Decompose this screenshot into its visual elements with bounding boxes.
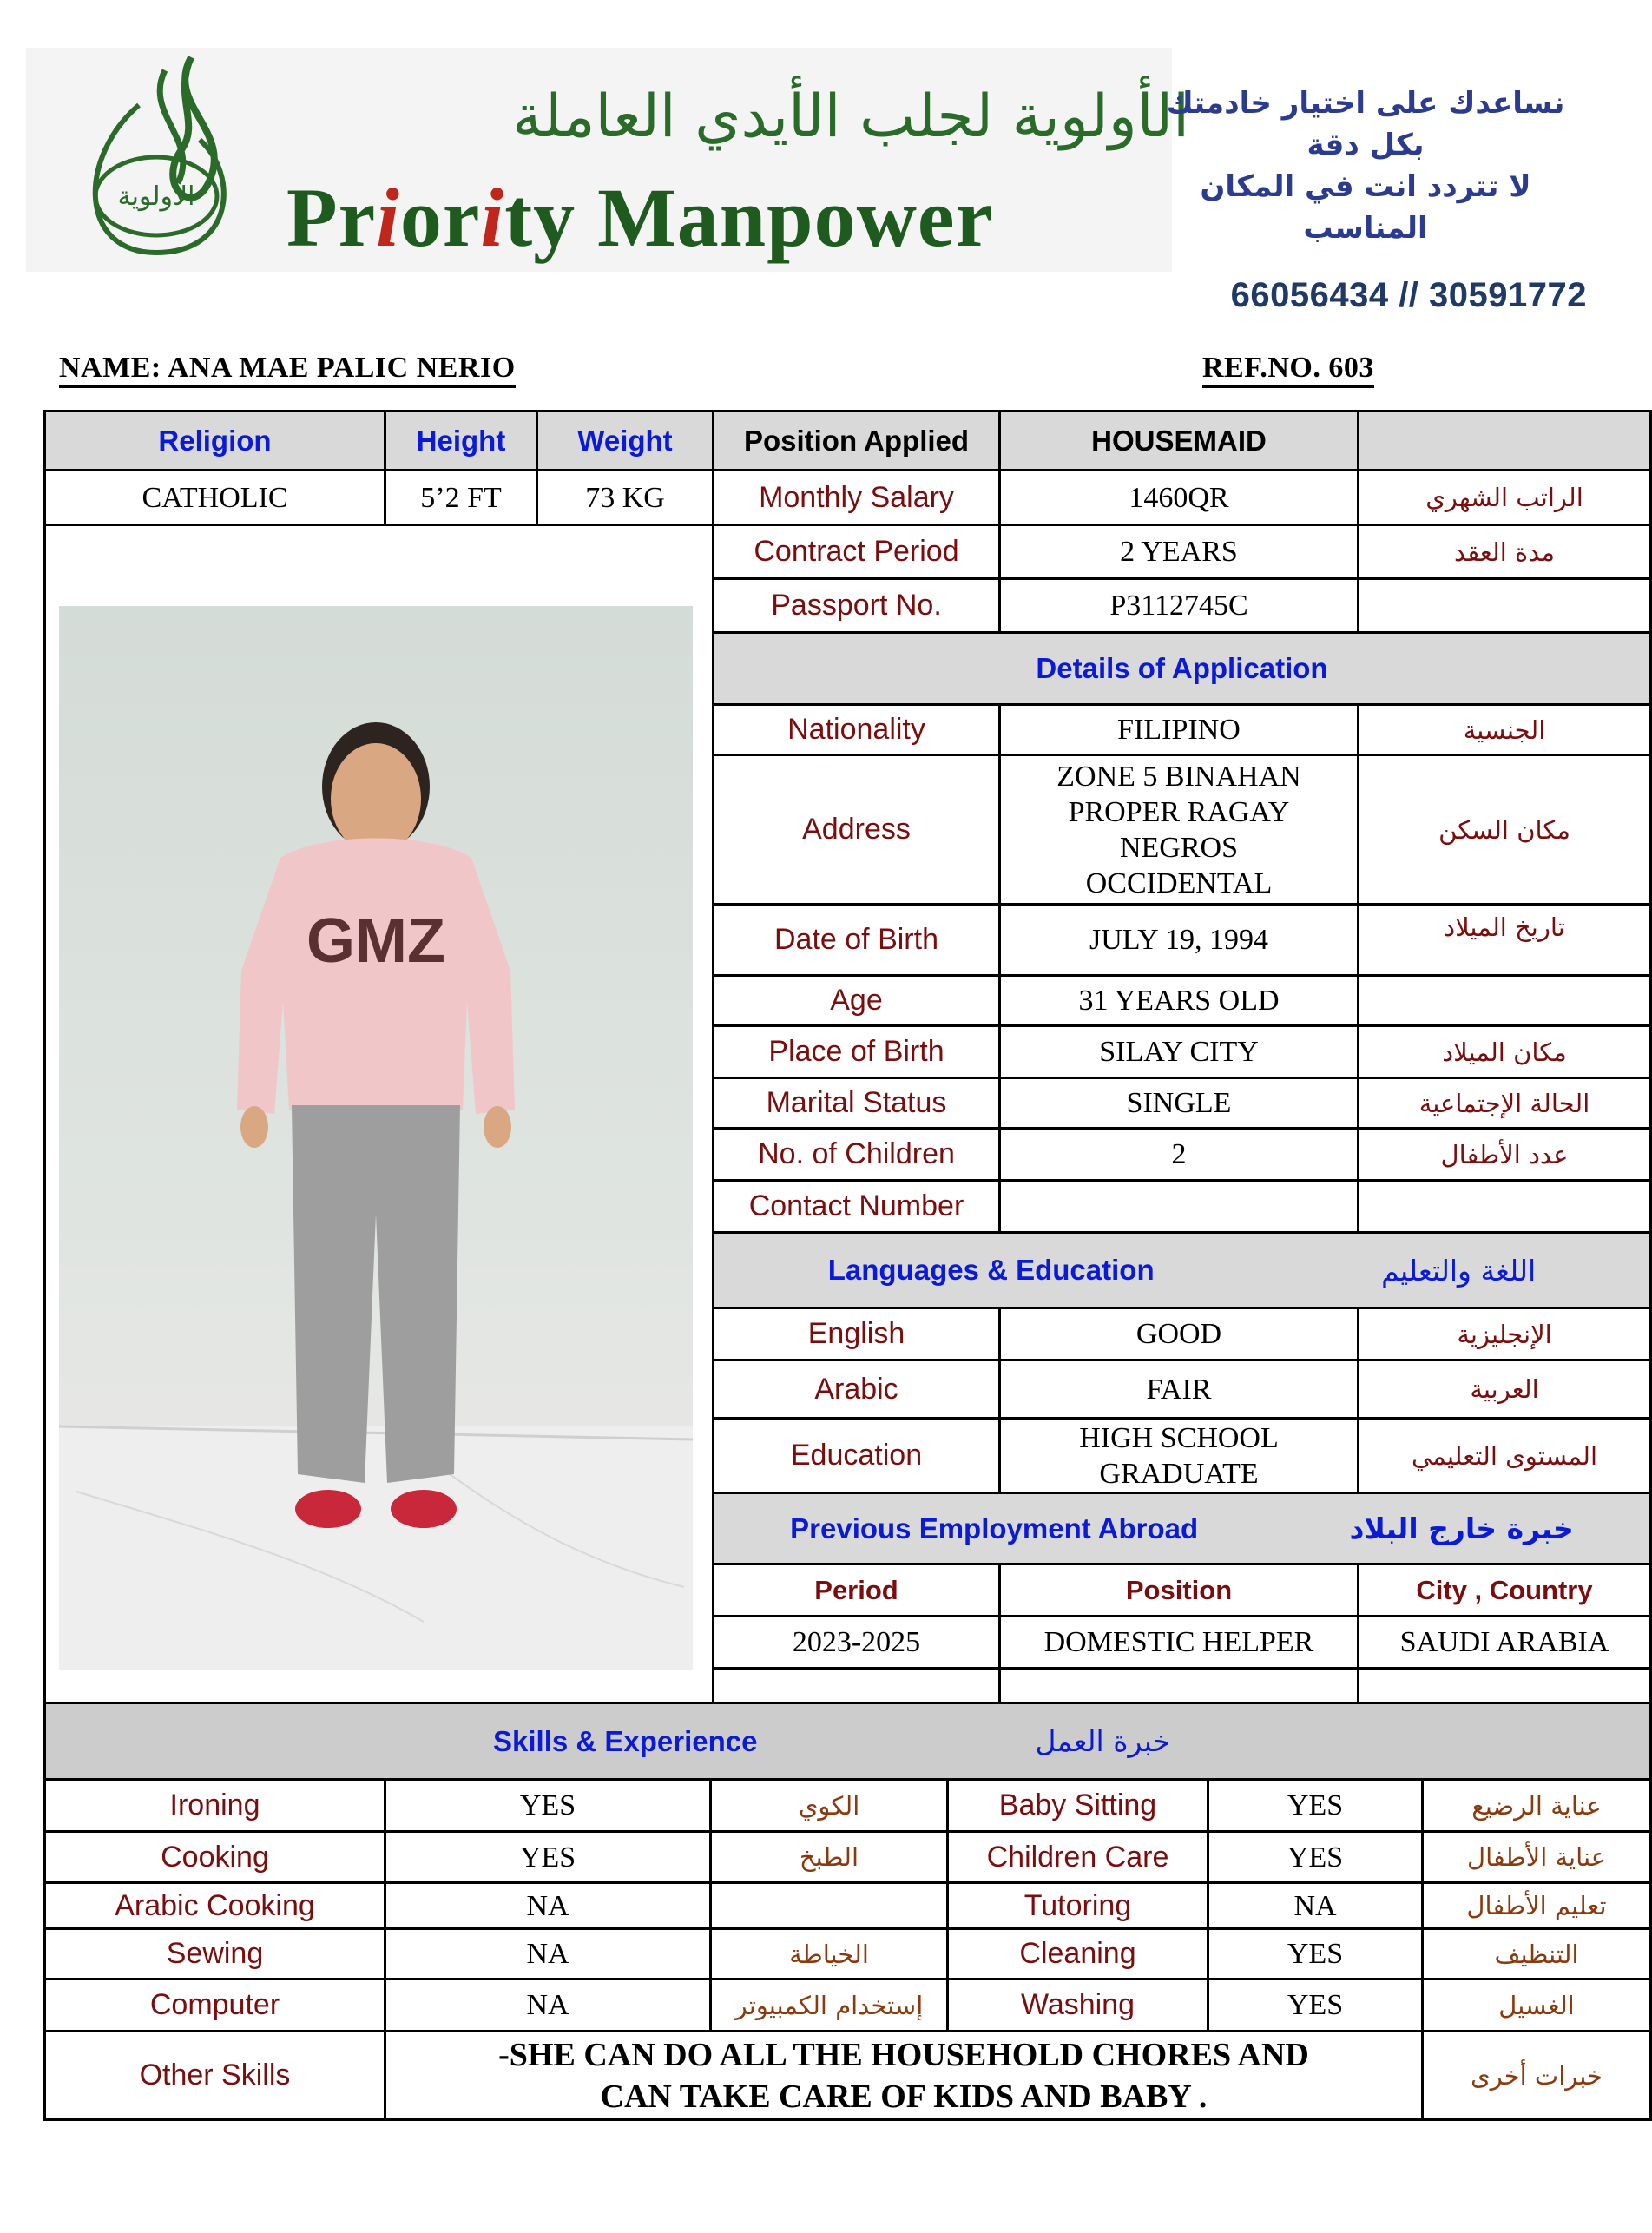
- contract-value: P3112745C: [998, 577, 1359, 634]
- details-value-lines: [1056, 759, 1300, 901]
- language-value-line: GRADUATE: [1099, 1457, 1259, 1490]
- other-skills-value-line: -SHE CAN DO ALL THE HOUSEHOLD CHORES AND: [498, 2036, 1309, 2073]
- details-arabic: الحالة الإجتماعية: [1357, 1077, 1652, 1130]
- employment-cell: SAUDI ARABIA: [1357, 1615, 1652, 1670]
- skill-value: NA: [384, 1978, 712, 2032]
- svg-text:الأولوية: الأولوية: [117, 181, 195, 212]
- details-arabic: مكان الميلاد: [1357, 1024, 1652, 1079]
- other-skills-value: [384, 2030, 1424, 2121]
- header-position-applied: Position Applied: [712, 410, 1001, 471]
- skill-value: YES: [384, 1830, 712, 1884]
- details-arabic: [1357, 974, 1652, 1027]
- skill-label: Sewing: [43, 1927, 386, 1980]
- candidate-photo: [59, 606, 693, 1670]
- other-skills-label: Other Skills: [43, 2030, 386, 2121]
- contract-value: 2 YEARS: [998, 524, 1359, 580]
- contract-value: 1460QR: [998, 469, 1359, 526]
- languages-title: Languages & Education: [827, 1254, 1155, 1286]
- employment-cell: DOMESTIC HELPER: [998, 1615, 1359, 1670]
- logo-arabic-text: الأولوية لجلب الأيدي العاملة: [512, 82, 1189, 151]
- details-label: No. of Children: [712, 1127, 1001, 1182]
- skill-arabic: عناية الرضيع: [1421, 1778, 1652, 1833]
- language-value: [998, 1417, 1359, 1494]
- language-arabic: المستوى التعليمي: [1357, 1417, 1652, 1494]
- contract-label: Contract Period: [712, 524, 1001, 580]
- skill-value: NA: [384, 1881, 712, 1930]
- skill-arabic: عناية الأطفال: [1421, 1830, 1652, 1884]
- other-skills-arabic: خبرات أخرى: [1421, 2030, 1652, 2121]
- details-arabic: الجنسية: [1357, 703, 1652, 756]
- slogan-line-2: لا تتردد انت في المكان المناسب: [1200, 169, 1531, 246]
- skill-label: Arabic Cooking: [43, 1881, 386, 1930]
- details-value-line: NEGROS: [1119, 831, 1238, 864]
- other-skills-value-lines: [498, 2034, 1309, 2118]
- details-value-line: ZONE 5 BINAHAN: [1056, 760, 1301, 793]
- language-label: Education: [712, 1417, 1001, 1494]
- details-value: FILIPINO: [998, 703, 1359, 756]
- details-arabic: عدد الأطفال: [1357, 1127, 1652, 1182]
- skill-label: Baby Sitting: [946, 1778, 1209, 1833]
- language-value: GOOD: [998, 1307, 1359, 1361]
- language-value-line: HIGH SCHOOL: [1079, 1421, 1279, 1454]
- contract-arabic: [1357, 577, 1652, 634]
- language-label: English: [712, 1307, 1001, 1361]
- details-value-line: PROPER RAGAY: [1068, 795, 1290, 828]
- skill-label: Cleaning: [946, 1927, 1209, 1980]
- reference-number: REF.NO. 603: [1202, 352, 1374, 388]
- details-value-line: OCCIDENTAL: [1085, 866, 1273, 899]
- details-value: [998, 1179, 1359, 1234]
- svg-text:GMZ: GMZ: [306, 906, 445, 976]
- skill-label: Washing: [946, 1978, 1209, 2032]
- phone-numbers: 66056434 // 30591772: [1230, 276, 1587, 314]
- skill-arabic: [709, 1881, 949, 1930]
- logo-emblem-icon: [61, 53, 252, 261]
- contract-arabic: الراتب الشهري: [1357, 469, 1652, 526]
- language-value-lines: [1079, 1420, 1279, 1492]
- languages-title-arabic: اللغة والتعليم: [1381, 1253, 1537, 1288]
- candidate-photo-illustration: [59, 606, 693, 1670]
- skill-label: Cooking: [43, 1830, 386, 1884]
- language-arabic: الإنجليزية: [1357, 1307, 1652, 1361]
- language-value: FAIR: [998, 1359, 1359, 1420]
- languages-title-row: [712, 1231, 1652, 1309]
- employment-col-location: City , Country: [1357, 1563, 1652, 1617]
- skill-value: YES: [1207, 1978, 1424, 2032]
- height-value: 5’2 FT: [384, 469, 538, 526]
- skill-arabic: الطبخ: [709, 1830, 949, 1884]
- skill-arabic: تعليم الأطفال: [1421, 1881, 1652, 1930]
- religion-value: CATHOLIC: [43, 469, 386, 526]
- skills-title: Skills & Experience: [493, 1724, 758, 1757]
- language-arabic: العربية: [1357, 1359, 1652, 1420]
- details-label: Marital Status: [712, 1077, 1001, 1130]
- skill-arabic: الخياطة: [709, 1927, 949, 1980]
- contract-label: Monthly Salary: [712, 469, 1001, 526]
- skill-value: NA: [384, 1927, 712, 1980]
- skill-label: Ironing: [43, 1778, 386, 1833]
- details-title: Details of Application: [712, 631, 1652, 706]
- skill-value: NA: [1207, 1881, 1424, 1930]
- skills-title-arabic: خبرة العمل: [1035, 1724, 1171, 1758]
- other-skills-value-line: CAN TAKE CARE OF KIDS AND BABY .: [600, 2078, 1208, 2115]
- employment-cell: 2023-2025: [712, 1615, 1001, 1670]
- employment-col-position: Position: [998, 1563, 1359, 1617]
- employment-title-row: [712, 1492, 1652, 1565]
- details-label: Date of Birth: [712, 903, 1001, 977]
- employment-title: Previous Employment Abroad: [790, 1512, 1199, 1545]
- contract-arabic: مدة العقد: [1357, 524, 1652, 580]
- details-label: Place of Birth: [712, 1024, 1001, 1079]
- company-logo: [26, 48, 1189, 272]
- contract-label: Passport No.: [712, 577, 1001, 634]
- skills-title-row: [43, 1702, 1652, 1781]
- skill-arabic: الغسيل: [1421, 1978, 1652, 2032]
- details-label: Address: [712, 754, 1001, 906]
- slogan: [1140, 82, 1591, 249]
- employment-col-period: Period: [712, 1563, 1001, 1617]
- details-arabic: تاريخ الميلاد: [1357, 903, 1652, 977]
- skill-label: Tutoring: [946, 1881, 1209, 1930]
- skill-value: YES: [1207, 1778, 1424, 1833]
- weight-value: 73 KG: [536, 469, 714, 526]
- details-value: JULY 19, 1994: [998, 903, 1359, 977]
- skill-value: YES: [1207, 1830, 1424, 1884]
- details-label: Contact Number: [712, 1179, 1001, 1234]
- skill-label: Computer: [43, 1978, 386, 2032]
- header-religion: Religion: [43, 410, 386, 471]
- skill-arabic: التنظيف: [1421, 1927, 1652, 1980]
- skill-value: YES: [384, 1778, 712, 1833]
- header-height: Height: [384, 410, 538, 471]
- header-weight: Weight: [536, 410, 714, 471]
- language-label: Arabic: [712, 1359, 1001, 1420]
- details-arabic: مكان السكن: [1357, 754, 1652, 906]
- candidate-name: NAME: ANA MAE PALIC NERIO: [59, 352, 516, 388]
- slogan-line-1: نساعدك على اختيار خادمتك بكل دقة: [1166, 86, 1565, 162]
- employment-cell: [998, 1667, 1359, 1704]
- details-value: SINGLE: [998, 1077, 1359, 1130]
- details-arabic: [1357, 1179, 1652, 1234]
- details-value: SILAY CITY: [998, 1024, 1359, 1079]
- logo-english-text: Priority Manpower: [286, 171, 994, 264]
- employment-title-arabic: خبرة خارج البلاد: [1349, 1512, 1574, 1545]
- employment-cell: [712, 1667, 1001, 1704]
- details-label: Age: [712, 974, 1001, 1027]
- skill-label: Children Care: [946, 1830, 1209, 1884]
- details-label: Nationality: [712, 703, 1001, 756]
- details-value: 2: [998, 1127, 1359, 1182]
- details-value: [998, 754, 1359, 906]
- skill-arabic: إستخدام الكمبيوتر: [709, 1978, 949, 2032]
- position-value: HOUSEMAID: [998, 410, 1359, 471]
- skill-value: YES: [1207, 1927, 1424, 1980]
- details-value: 31 YEARS OLD: [998, 974, 1359, 1027]
- employment-cell: [1357, 1667, 1652, 1704]
- header-blank: [1357, 410, 1652, 471]
- skill-arabic: الكوي: [709, 1778, 949, 1833]
